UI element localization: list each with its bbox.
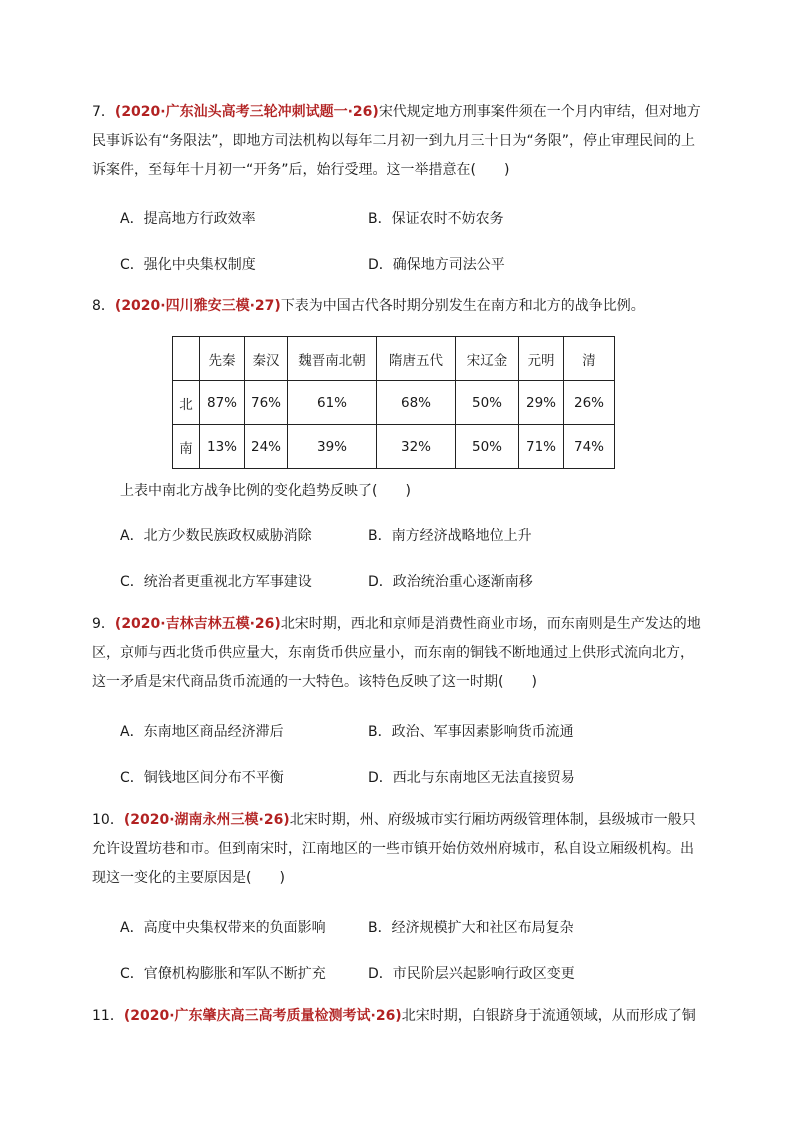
option-a[interactable]: A．北方少数民族政权威胁消除 (120, 528, 312, 544)
question-number: 8． (92, 298, 115, 314)
question-8 (92, 292, 704, 321)
option-c[interactable]: C．统治者更重视北方军事建设 (120, 574, 312, 590)
question-stem: 北宋时期，州、府级城市实行厢坊两级管理体制，县级城市一般只允许设置坊巷和市。但到南宋时，江南地区的一些市镇开始仿效州府城市，私自设立厢级机构。出现这一变化的主要原因是( ) (92, 812, 696, 886)
war-ratio-table (172, 336, 615, 469)
question-stem: 北宋时期，白银跻身于流通领域，从而形成了铜 (401, 1008, 696, 1024)
question-number: 7． (92, 104, 115, 120)
option-d[interactable]: D．确保地方司法公平 (368, 257, 505, 273)
option-b[interactable]: B．政治、军事因素影响货币流通 (368, 724, 574, 740)
option-b[interactable]: B．保证农时不妨农务 (368, 211, 504, 227)
table-cell: 76% (245, 381, 288, 425)
question-number: 11． (92, 1008, 124, 1024)
table-cell (173, 337, 200, 381)
option-d[interactable]: D．政治统治重心逐渐南移 (368, 574, 533, 590)
table-cell: 先秦 (200, 337, 245, 381)
question-10 (92, 806, 704, 893)
question-source: (2020·广东汕头高考三轮冲刺试题一·26) (114, 104, 379, 120)
option-b[interactable]: B．南方经济战略地位上升 (368, 528, 532, 544)
question-number: 9． (92, 616, 115, 632)
table-cell: 元明 (519, 337, 564, 381)
table-cell: 50% (456, 425, 519, 469)
question-stem: 北宋时期，西北和京师是消费性商业市场，而东南则是生产发达的地区，京师与西北货币供应量大，东南货币供应量小，而东南的铜钱不断地通过上供形式流向北方，这一矛盾是宋代商品货币流通的一大特色。该特色反映了这一时期( ) (92, 616, 701, 690)
option-a[interactable]: A．东南地区商品经济滞后 (120, 724, 284, 740)
table-cell: 32% (377, 425, 456, 469)
question-source: (2020·广东肇庆高三高考质量检测考试·26) (123, 1008, 402, 1024)
table-cell: 68% (377, 381, 456, 425)
table-cell: 71% (519, 425, 564, 469)
option-b[interactable]: B．经济规模扩大和社区布局复杂 (368, 920, 574, 936)
table-cell: 26% (564, 381, 615, 425)
question-11 (92, 1002, 704, 1031)
question-9 (92, 610, 704, 697)
table-row (173, 381, 615, 425)
table-cell: 隋唐五代 (377, 337, 456, 381)
option-c[interactable]: C．强化中央集权制度 (120, 257, 256, 273)
table-cell: 南 (173, 425, 200, 469)
option-d[interactable]: D．西北与东南地区无法直接贸易 (368, 770, 575, 786)
option-c[interactable]: C．铜钱地区间分布不平衡 (120, 770, 284, 786)
question-source: (2020·湖南永州三模·26) (123, 812, 290, 828)
table-cell: 北 (173, 381, 200, 425)
question-source: (2020·四川雅安三模·27) (114, 298, 281, 314)
table-cell: 39% (288, 425, 377, 469)
question-stem: 宋代规定地方刑事案件须在一个月内审结，但对地方民事诉讼有“务限法”，即地方司法机构以每年二月初一到九月三十日为“务限”，停止审理民间的上诉案件，至每年十月初一“开务”后，始行受理。这一举措意在( ) (92, 104, 701, 178)
table-cell: 50% (456, 381, 519, 425)
option-c[interactable]: C．官僚机构膨胀和军队不断扩充 (120, 966, 326, 982)
table-cell: 29% (519, 381, 564, 425)
question-followup: 上表中南北方战争比例的变化趋势反映了( ) (120, 483, 411, 499)
question-number: 10． (92, 812, 124, 828)
question-7 (92, 98, 704, 185)
table-row (173, 425, 615, 469)
table-header-row (173, 337, 615, 381)
option-d[interactable]: D．市民阶层兴起影响行政区变更 (368, 966, 575, 982)
table-cell: 秦汉 (245, 337, 288, 381)
table-cell: 13% (200, 425, 245, 469)
table-cell: 魏晋南北朝 (288, 337, 377, 381)
table-cell: 87% (200, 381, 245, 425)
table-cell: 宋辽金 (456, 337, 519, 381)
table-cell: 61% (288, 381, 377, 425)
table-cell: 清 (564, 337, 615, 381)
question-source: (2020·吉林吉林五模·26) (114, 616, 281, 632)
option-a[interactable]: A．高度中央集权带来的负面影响 (120, 920, 326, 936)
table-cell: 74% (564, 425, 615, 469)
option-a[interactable]: A．提高地方行政效率 (120, 211, 256, 227)
table-cell: 24% (245, 425, 288, 469)
question-stem: 下表为中国古代各时期分别发生在南方和北方的战争比例。 (280, 298, 645, 314)
